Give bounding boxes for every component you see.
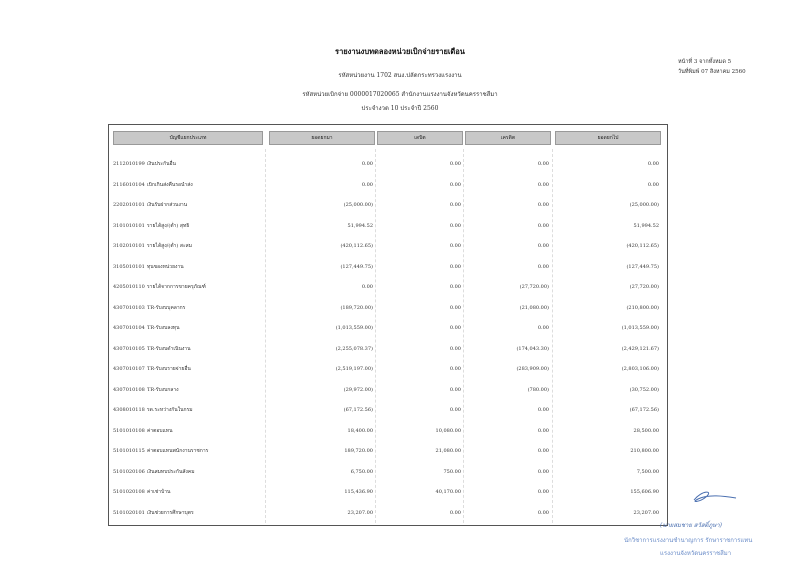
ministry-line: รหัสหน่วยงาน 1702 สนง.ปลัดกระทรวงแรงงาน: [338, 72, 462, 79]
table-row: [109, 487, 667, 497]
signatory-office: แรงงานจังหวัดนครราชสีมา: [660, 550, 732, 557]
account-cell: [113, 385, 261, 395]
account-name: เงินช่วยการศึกษาบุตร: [147, 509, 194, 516]
account-name: TR-รับงบบุคลากร: [147, 304, 186, 311]
debit-cell: 0.00: [449, 243, 461, 249]
page-label: หน้าที่: [678, 59, 693, 65]
account-code: 4205010110: [113, 284, 145, 290]
account-name: รายได้จากการขายครุภัณฑ์: [147, 284, 206, 290]
carried-forward-cell: (420,112.65): [626, 243, 659, 249]
account-name: เบิกเกินส่งคืนรอนำส่ง: [147, 181, 193, 188]
brought-forward-cell: 23,207.00: [347, 509, 373, 516]
carried-forward-cell: 210,800.00: [630, 448, 659, 454]
account-name: ค่าเช่าบ้าน: [147, 489, 171, 495]
credit-cell: 0.00: [537, 202, 549, 208]
of-label: จากทั้งหมด: [699, 59, 726, 65]
account-code: 5101020108: [113, 489, 145, 495]
credit-cell: 0.00: [537, 243, 549, 249]
account-cell: [113, 405, 261, 415]
account-code: 4308010118: [113, 407, 145, 413]
account-cell: [113, 487, 261, 497]
account-cell: [113, 241, 261, 251]
carried-forward-cell: 7,500.00: [636, 468, 659, 475]
table-row: [109, 344, 667, 354]
debit-cell: 21,080.00: [435, 448, 461, 454]
account-cell: [113, 508, 261, 518]
table-row: [109, 241, 667, 251]
carried-forward-cell: 155,606.90: [630, 489, 659, 495]
debit-cell: 0.00: [449, 325, 461, 331]
account-code: 5101020101: [113, 509, 145, 516]
credit-cell: (21,080.00): [519, 304, 549, 311]
table-row: [109, 467, 667, 477]
trial-balance-table: [108, 124, 668, 526]
debit-cell: 0.00: [449, 202, 461, 208]
brought-forward-cell: (67,172.56): [343, 407, 373, 413]
debit-cell: 10,080.00: [435, 427, 461, 434]
account-name: รายได้สูง/(ต่ำ) สุทธิ: [147, 222, 190, 229]
debit-cell: 0.00: [449, 304, 461, 311]
account-code: 2116010104: [113, 181, 145, 188]
carried-forward-cell: 28,500.00: [633, 427, 659, 434]
account-cell: [113, 159, 261, 169]
account-name: ทุนของหน่วยงาน: [147, 263, 184, 270]
brought-forward-cell: (420,112.65): [340, 243, 373, 249]
brought-forward-cell: 6,750.00: [350, 468, 373, 475]
header-credit: เครดิต: [465, 131, 551, 145]
account-name: เงินรับฝากส่วนงาน: [147, 202, 188, 208]
account-name: เงินสมทบประกันสังคม: [147, 468, 195, 475]
account-code: 3101010101: [113, 222, 145, 229]
table-row: [109, 446, 667, 456]
credit-cell: 0.00: [537, 161, 549, 167]
account-cell: [113, 200, 261, 210]
table-row: [109, 303, 667, 313]
page-total: 5: [727, 59, 732, 65]
account-cell: [113, 446, 261, 456]
account-code: 3105010101: [113, 263, 145, 270]
brought-forward-cell: 0.00: [361, 181, 373, 188]
brought-forward-cell: 115,436.90: [344, 489, 373, 495]
account-cell: [113, 426, 261, 436]
brought-forward-cell: (189,720.00): [340, 304, 373, 311]
account-code: 5101010115: [113, 448, 145, 454]
carried-forward-cell: (2,429,121.67): [621, 345, 659, 352]
print-date: [678, 68, 746, 76]
carried-forward-cell: (1,013,559.00): [621, 325, 659, 331]
account-cell: [113, 364, 261, 374]
brought-forward-cell: 189,720.00: [344, 448, 373, 454]
credit-cell: (780.00): [527, 386, 549, 393]
signatory-position: นักวิชาการแรงงานชำนาญการ รักษาราชการแทน: [624, 537, 753, 544]
credit-cell: 0.00: [537, 448, 549, 454]
debit-cell: 0.00: [449, 263, 461, 270]
credit-cell: 0.00: [537, 509, 549, 516]
table-row: [109, 323, 667, 333]
carried-forward-cell: (2,803,106.00): [621, 366, 659, 372]
table-row: [109, 426, 667, 436]
account-code: 5101010108: [113, 427, 145, 434]
debit-cell: 0.00: [449, 386, 461, 393]
credit-cell: 0.00: [537, 468, 549, 475]
account-name: ค่าตอบแทนพนักงานราชการ: [147, 448, 209, 454]
signature-mark: [684, 488, 744, 506]
account-name: รด.ระหว่างกันในกรม: [147, 407, 193, 413]
credit-cell: 0.00: [537, 407, 549, 413]
table-row: [109, 282, 667, 292]
account-name: TR-รับงบลงทุน: [147, 325, 180, 331]
carried-forward-cell: (27,720.00): [629, 284, 659, 290]
debit-cell: 0.00: [449, 181, 461, 188]
credit-cell: 0.00: [537, 325, 549, 331]
brought-forward-cell: (25,000.00): [343, 202, 373, 208]
debit-cell: 0.00: [449, 222, 461, 229]
credit-cell: 0.00: [537, 427, 549, 434]
account-name: รายได้สูง/(ต่ำ) สะสม: [147, 243, 192, 249]
table-row: [109, 364, 667, 374]
brought-forward-cell: (2,255,078.37): [335, 345, 373, 352]
account-code: 4307010108: [113, 386, 145, 393]
period-line: ประจำงวด 10 ประจำปี 2560: [361, 105, 439, 112]
brought-forward-cell: 18,400.00: [347, 427, 373, 434]
page-indicator: [678, 58, 731, 66]
table-row: [109, 405, 667, 415]
carried-forward-cell: 0.00: [647, 181, 659, 188]
account-code: 4307010105: [113, 345, 145, 352]
header-brought-forward: ยอดยกมา: [269, 131, 375, 145]
brought-forward-cell: 51,994.52: [347, 222, 373, 229]
credit-cell: 0.00: [537, 181, 549, 188]
table-row: [109, 221, 667, 231]
credit-cell: (174,043.30): [516, 345, 549, 352]
account-code: 4307010104: [113, 325, 145, 331]
brought-forward-cell: (29,972.00): [343, 386, 373, 393]
carried-forward-cell: (30,752.00): [629, 386, 659, 393]
debit-cell: 40,170.00: [435, 489, 461, 495]
account-cell: [113, 282, 261, 292]
brought-forward-cell: (1,013,559.00): [335, 325, 373, 331]
credit-cell: 0.00: [537, 489, 549, 495]
brought-forward-cell: 0.00: [361, 284, 373, 290]
table-row: [109, 508, 667, 518]
debit-cell: 0.00: [449, 161, 461, 167]
carried-forward-cell: 0.00: [647, 161, 659, 167]
header-debit: เดบิต: [377, 131, 463, 145]
account-code: 4307010103: [113, 304, 145, 311]
account-cell: [113, 262, 261, 272]
debit-cell: 0.00: [449, 366, 461, 372]
brought-forward-cell: 0.00: [361, 161, 373, 167]
account-cell: [113, 180, 261, 190]
date-label: วันที่พิมพ์: [678, 69, 700, 75]
account-cell: [113, 303, 261, 313]
credit-cell: 0.00: [537, 263, 549, 270]
account-code: 2112010199: [113, 161, 145, 167]
account-name: เงินประกันอื่น: [147, 161, 176, 167]
table-row: [109, 385, 667, 395]
account-cell: [113, 344, 261, 354]
page-number: 3: [693, 59, 698, 65]
account-code: 5101020106: [113, 468, 145, 475]
header-account: บัญชีแยกประเภท: [113, 131, 263, 145]
table-row: [109, 180, 667, 190]
date-value: 07 สิงหาคม 2560: [701, 69, 746, 75]
table-row: [109, 200, 667, 210]
credit-cell: (283,909.00): [516, 366, 549, 372]
table-row: [109, 262, 667, 272]
carried-forward-cell: (67,172.56): [629, 407, 659, 413]
credit-cell: 0.00: [537, 222, 549, 229]
debit-cell: 750.00: [443, 468, 461, 475]
account-name: ค่าตอบแทน: [147, 427, 173, 434]
carried-forward-cell: (210,800.00): [626, 304, 659, 311]
account-code: 2202010101: [113, 202, 145, 208]
carried-forward-cell: (127,449.75): [626, 263, 659, 270]
carried-forward-cell: 51,994.52: [633, 222, 659, 229]
account-cell: [113, 323, 261, 333]
brought-forward-cell: (127,449.75): [340, 263, 373, 270]
account-name: TR-รับงบรายจ่ายอื่น: [147, 366, 191, 372]
brought-forward-cell: (2,519,197.00): [335, 366, 373, 372]
debit-cell: 0.00: [449, 509, 461, 516]
account-code: 3102010101: [113, 243, 145, 249]
table-row: [109, 159, 667, 169]
header-carried-forward: ยอดยกไป: [555, 131, 661, 145]
account-name: TR-รับงบดำเนินงาน: [147, 345, 191, 352]
account-name: TR-รับงบกลาง: [147, 386, 179, 393]
unit-line: รหัสหน่วยเบิกจ่าย 0000017020065 สำนักงานแรงงานจังหวัดนครราชสีมา: [302, 91, 498, 98]
account-cell: [113, 221, 261, 231]
credit-cell: (27,720.00): [519, 284, 549, 290]
carried-forward-cell: (25,000.00): [629, 202, 659, 208]
debit-cell: 0.00: [449, 407, 461, 413]
signatory-name: (นายสมชาย สวัสดิ์ภูษา): [660, 522, 723, 529]
account-cell: [113, 467, 261, 477]
report-title: รายงานงบทดลองหน่วยเบิกจ่ายรายเดือน: [335, 47, 465, 56]
debit-cell: 0.00: [449, 345, 461, 352]
carried-forward-cell: 23,207.00: [633, 509, 659, 516]
account-code: 4307010107: [113, 366, 145, 372]
debit-cell: 0.00: [449, 284, 461, 290]
